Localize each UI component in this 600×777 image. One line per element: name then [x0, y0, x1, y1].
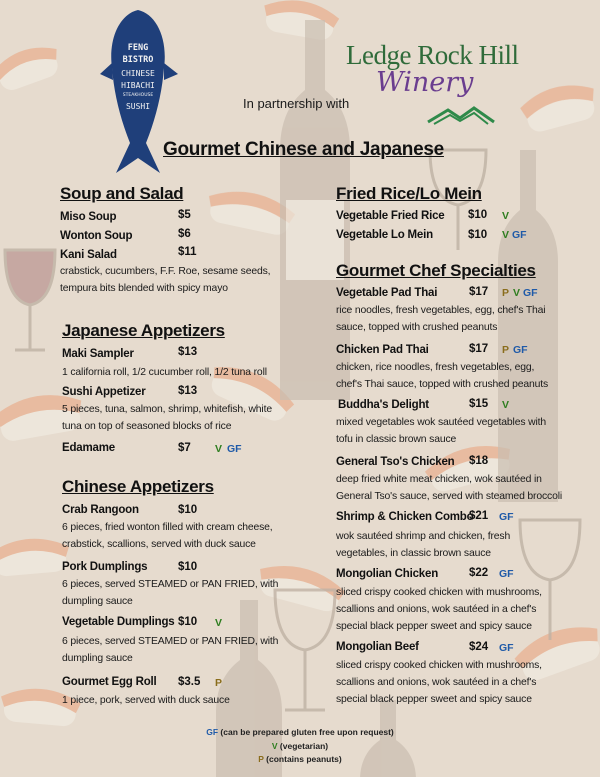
- section-title-chinese: Chinese Appetizers: [62, 477, 214, 496]
- vegetarian-tag: V: [215, 617, 223, 629]
- legend-text: (contains peanuts): [266, 754, 342, 764]
- description-line: crabstick, cucumbers, F.F. Roe, sesame seeds,: [60, 266, 271, 277]
- menu-item-price: $22: [469, 567, 489, 579]
- menu-item-name: Gourmet Egg Roll: [62, 676, 157, 688]
- menu-item-price: $17: [469, 286, 489, 298]
- menu-item-price: $17: [469, 343, 489, 355]
- description-line: tempura bits blended with spicy mayo: [60, 283, 228, 294]
- menu-item-name: Wonton Soup: [60, 230, 133, 242]
- legend-peanuts: [0, 754, 600, 764]
- menu-item-name: Kani Salad: [60, 249, 117, 261]
- vegetarian-tag: V: [502, 229, 510, 241]
- menu-item-description: [62, 692, 230, 709]
- menu-item-description: [62, 364, 267, 381]
- winery-script: Winery: [376, 67, 474, 98]
- menu-item-name: Vegetable Dumplings: [62, 616, 175, 628]
- menu-item-description: [60, 263, 270, 297]
- menu-item-description: [336, 584, 542, 635]
- description-line: scallions and onions, wok sautéed in a chef's: [336, 604, 537, 615]
- partnership-text: In partnership with: [243, 96, 350, 111]
- menu-item-description: [336, 471, 562, 505]
- menu-item-price: $13: [178, 346, 198, 358]
- contains-peanuts-tag: P: [502, 287, 510, 299]
- menu-item-name: Crab Rangoon: [62, 504, 139, 516]
- gluten-free-tag: GF: [523, 287, 538, 299]
- gluten-free-tag: GF: [499, 642, 514, 654]
- description-line: dumpling sauce: [62, 596, 133, 607]
- menu-item-name: Vegetable Lo Mein: [336, 229, 433, 241]
- description-line: deep fried white meat chicken, wok sautéed in: [336, 474, 542, 485]
- menu-item-price: $10: [468, 209, 488, 221]
- menu-item-name: Buddha's Delight: [338, 399, 429, 411]
- menu-item-description: [62, 576, 278, 610]
- menu-item-name: Mongolian Chicken: [336, 568, 439, 580]
- menu-item-description: [336, 359, 548, 393]
- gluten-free-tag: GF: [499, 511, 514, 523]
- fish-logo-line: SUSHI: [125, 102, 151, 111]
- menu-item-description: [62, 633, 278, 667]
- description-line: 1 piece, pork, served with duck sauce: [62, 695, 230, 706]
- menu-item-name: Mongolian Beef: [336, 641, 419, 653]
- menu-item-price: $5: [178, 209, 191, 221]
- description-line: 5 pieces, tuna, salmon, shrimp, whitefish, white: [62, 404, 272, 415]
- gluten-free-tag: GF: [512, 229, 527, 241]
- description-line: special black pepper sweet and spicy sauce: [336, 694, 532, 705]
- menu-item-description: [62, 401, 272, 435]
- description-line: 6 pieces, served STEAMED or PAN FRIED, with: [62, 636, 279, 647]
- menu-item-price: $13: [178, 385, 198, 397]
- gluten-free-tag: GF: [513, 344, 528, 356]
- fish-logo-line: HIBACHI: [121, 81, 155, 90]
- description-line: chicken, rice noodles, fresh vegetables, egg,: [336, 362, 535, 373]
- menu-item-price: $6: [178, 228, 191, 240]
- description-line: dumpling sauce: [62, 653, 133, 664]
- gluten-free-tag: GF: [499, 568, 514, 580]
- legend-text: (can be prepared gluten free upon request): [220, 727, 394, 737]
- menu-item-price: $10: [178, 504, 198, 516]
- description-line: sliced crispy cooked chicken with mushrooms,: [336, 587, 542, 598]
- menu-item-price: $3.5: [178, 676, 201, 688]
- fish-logo-line: FENG: [127, 43, 149, 53]
- vegetarian-tag: V: [502, 399, 510, 411]
- description-line: tuna on top of seasoned blocks of rice: [62, 421, 232, 432]
- fish-logo-line: BISTRO: [122, 55, 154, 65]
- contains-peanuts-tag: P: [215, 677, 223, 689]
- section-title-fried-rice: Fried Rice/Lo Mein: [336, 184, 482, 203]
- legend-vegetarian: [0, 741, 600, 751]
- page-title: Gourmet Chinese and Japanese: [163, 139, 444, 160]
- menu-item-name: Pork Dumplings: [62, 561, 148, 573]
- description-line: vegetables, in classic brown sauce: [336, 548, 491, 559]
- menu-item-name: Miso Soup: [60, 211, 117, 223]
- menu-item-name: Sushi Appetizer: [62, 386, 146, 398]
- menu-item-name: Maki Sampler: [62, 348, 134, 360]
- menu-item-price: $15: [469, 398, 489, 410]
- menu-item-name: Vegetable Fried Rice: [336, 210, 445, 222]
- legend-key: P: [258, 754, 264, 764]
- vegetarian-tag: V: [502, 210, 510, 222]
- vegetarian-tag: V: [513, 287, 521, 299]
- description-line: chef's Thai sauce, topped with crushed peanuts: [336, 379, 549, 390]
- menu-item-price: $10: [178, 616, 198, 628]
- description-line: mixed vegetables wok sautéed vegetables with: [336, 417, 547, 428]
- fish-logo-line: STEAKHOUSE: [122, 93, 154, 98]
- winery-name: Ledge Rock Hill: [346, 40, 519, 70]
- section-title-japanese: Japanese Appetizers: [62, 321, 225, 340]
- legend-text: (vegetarian): [279, 741, 329, 751]
- menu-item-name: General Tso's Chicken: [336, 456, 455, 468]
- menu-item-price: $18: [469, 455, 489, 467]
- menu-item-price: $21: [469, 510, 489, 522]
- description-line: wok sautéed shrimp and chicken, fresh: [336, 531, 511, 542]
- gluten-free-tag: GF: [227, 443, 242, 455]
- description-line: special black pepper sweet and spicy sauce: [336, 621, 532, 632]
- description-line: scallions and onions, wok sautéed in a chef's: [336, 677, 537, 688]
- contains-peanuts-tag: P: [502, 344, 510, 356]
- vegetarian-tag: V: [215, 443, 223, 455]
- fish-logo-line: CHINESE: [121, 69, 155, 78]
- description-line: sliced crispy cooked chicken with mushrooms,: [336, 660, 542, 671]
- section-title-soup: Soup and Salad: [60, 184, 184, 203]
- menu-item-price: $11: [178, 246, 197, 258]
- menu-item-description: [336, 528, 510, 562]
- menu-item-name: Edamame: [62, 442, 115, 454]
- description-line: 1 california roll, 1/2 cucumber roll, 1/2 tuna roll: [62, 367, 267, 378]
- menu-item-name: Shrimp & Chicken Combo: [336, 511, 474, 523]
- menu-item-description: [336, 414, 546, 448]
- menu-item-price: $10: [178, 561, 198, 573]
- description-line: General Tso's sauce, served with steamed broccoli: [336, 491, 563, 502]
- legend-gluten-free: [0, 727, 600, 737]
- section-title-specialties: Gourmet Chef Specialties: [336, 261, 536, 280]
- menu-item-description: [336, 657, 542, 708]
- menu-item-description: [62, 519, 273, 553]
- menu-item-price: $24: [469, 641, 489, 653]
- menu-item-price: $7: [178, 442, 191, 454]
- description-line: 6 pieces, served STEAMED or PAN FRIED, with: [62, 579, 279, 590]
- description-line: crabstick, scallions, served with duck sauce: [62, 539, 256, 550]
- mountain-icon: [426, 104, 496, 126]
- menu-item-name: Chicken Pad Thai: [336, 344, 429, 356]
- legend-key: V: [271, 741, 278, 751]
- description-line: sauce, topped with crushed peanuts: [336, 322, 498, 333]
- menu-item-description: [336, 302, 545, 336]
- menu-item-name: Vegetable Pad Thai: [336, 287, 438, 299]
- ledge-rock-hill-winery-logo: [346, 40, 546, 130]
- menu-item-price: $10: [468, 229, 488, 241]
- legend-key: GF: [206, 727, 219, 737]
- description-line: 6 pieces, fried wonton filled with cream cheese,: [62, 522, 273, 533]
- description-line: tofu in classic brown sauce: [336, 434, 457, 445]
- description-line: rice noodles, fresh vegetables, egg, chef's Thai: [336, 305, 546, 316]
